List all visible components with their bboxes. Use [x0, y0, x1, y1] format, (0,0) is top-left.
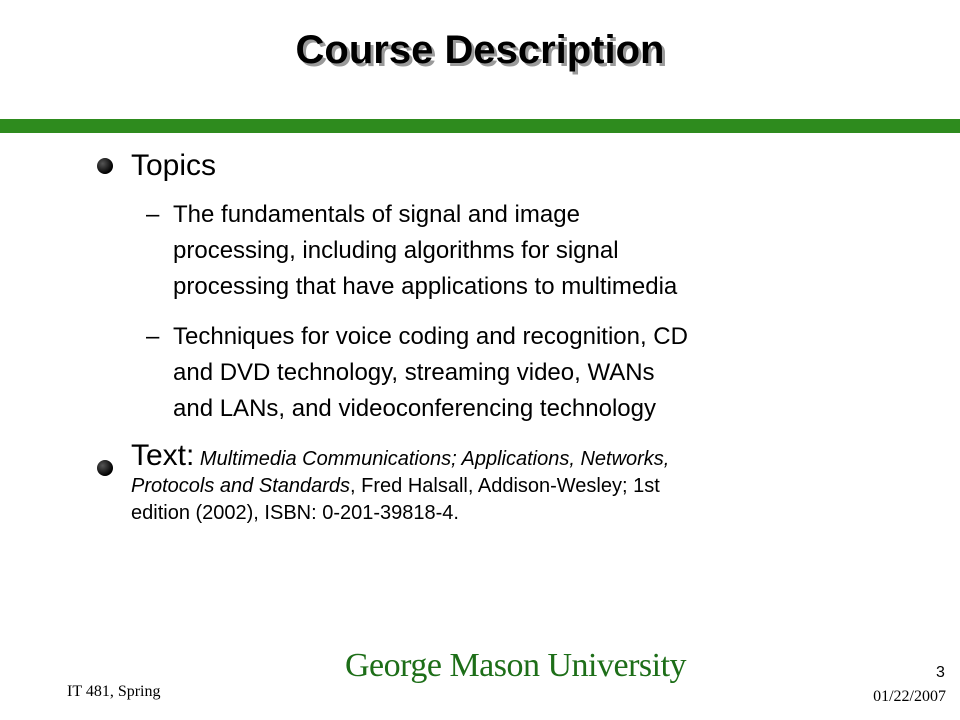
sub-item-line: Techniques for voice coding and recognition, CD — [173, 323, 688, 350]
bullet-icon — [97, 460, 113, 476]
footer-course: IT 481, Spring — [67, 683, 161, 700]
footer-date: 01/22/2007 — [873, 688, 946, 705]
bullet-label: Text: — [131, 439, 195, 472]
bullet-label: Topics — [131, 149, 217, 182]
sub-item-line: and DVD technology, streaming video, WANs — [173, 359, 655, 386]
page-number: 3 — [936, 664, 945, 681]
sub-item-line: processing, including algorithms for signal — [173, 237, 619, 264]
title-divider — [0, 119, 960, 133]
textbook-reference — [131, 439, 891, 527]
book-title: Protocols and Standards — [131, 475, 351, 497]
book-details: edition (2002), ISBN: 0-201-39818-4. — [131, 502, 459, 524]
book-title: Multimedia Communications; Applications, Networks, — [199, 448, 670, 470]
sub-item-line: The fundamentals of signal and image — [173, 201, 580, 228]
slide-title: Course Description — [295, 28, 665, 72]
sub-item — [146, 199, 886, 300]
university-logo: George Mason University — [345, 647, 687, 684]
dash-marker: – — [146, 201, 160, 228]
sub-item — [146, 321, 886, 431]
sub-item-line: processing that have applications to multimedia — [173, 273, 678, 300]
dash-marker: – — [146, 323, 160, 350]
book-details: , Fred Halsall, Addison-Wesley; 1st — [350, 475, 660, 497]
bullet-icon — [97, 158, 113, 174]
sub-item-line: and LANs, and videoconferencing technology — [173, 395, 656, 422]
